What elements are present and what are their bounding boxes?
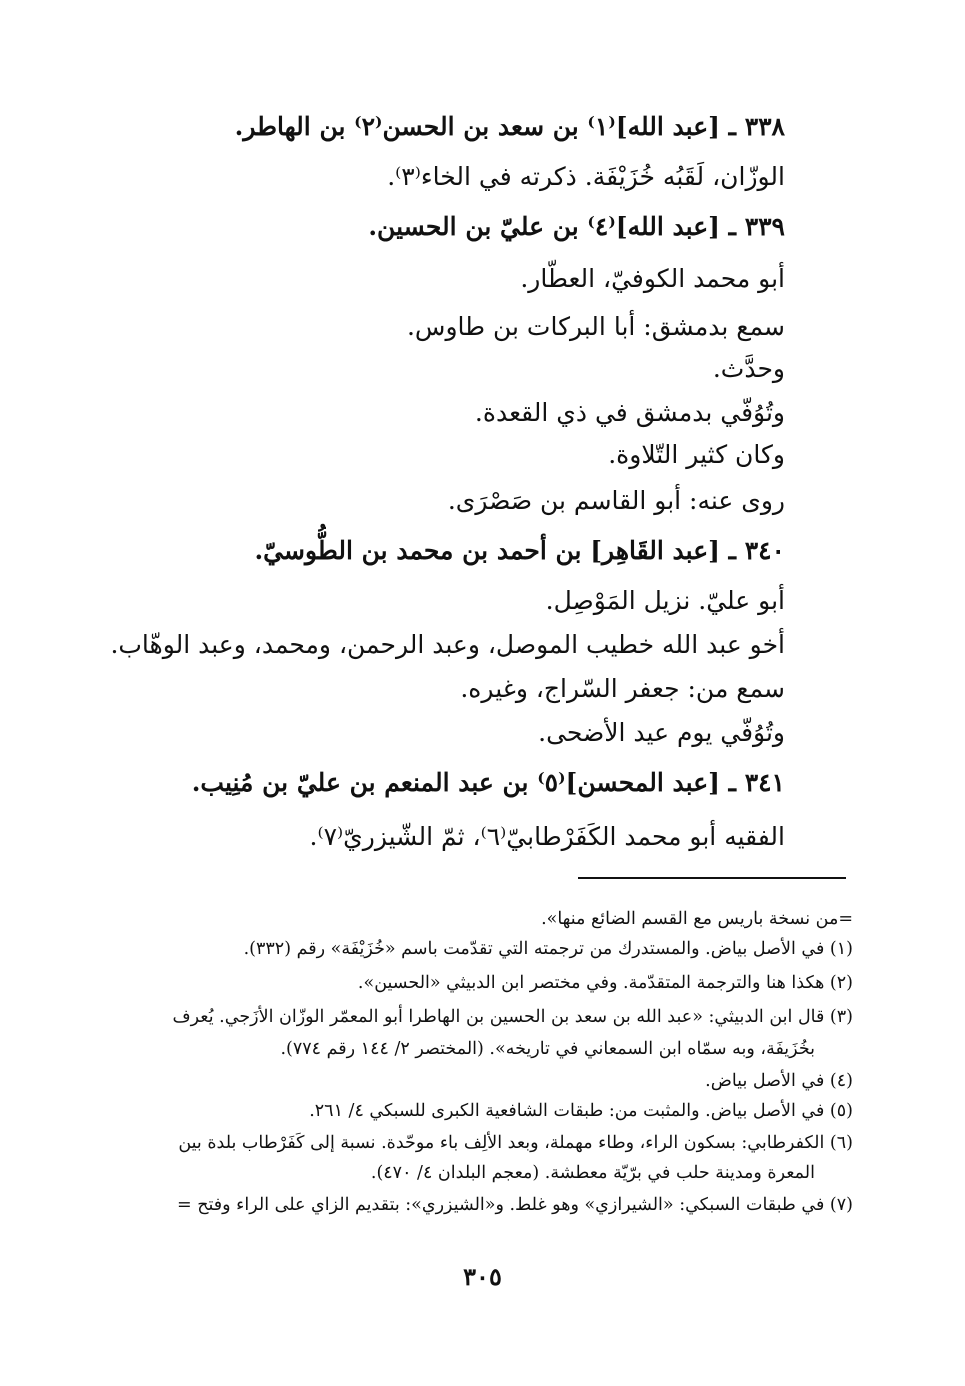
footnote-3-continued: بخُزَيفَة، وبه سمّاه ابن السمعاني في تاريخه». (المختصر ٢/ ١٤٤ رقم ٧٧٤). — [280, 1039, 815, 1059]
footnote-5: (٥) في الأصل بياض. والمثبت من: طبقات الشافعية الكبرى للسبكي ٤/ ٢٦١. — [309, 1101, 853, 1121]
footnote-3: (٣) قال ابن الدبيثي: «عبد الله بن سعد بن الحسين بن الهاطرا أبو المعمّر الوزّان الأزَجي. يُعرف — [172, 1007, 853, 1027]
footnote-continuation: =من نسخة باريس مع القسم الضائع منها». — [541, 909, 853, 929]
entry-339-line-6: روى عنه: أبو القاسم بن صَصْرَى. — [447, 486, 785, 515]
entry-339-line-5: وكان كثير التّلاوة. — [608, 440, 785, 469]
footnote-6-continued: المعرة ومدينة حلب في برّيّة معطشة. (معجم البلدان ٤/ ٤٧٠). — [370, 1163, 815, 1183]
page-number: ٣٠٥ — [463, 1262, 502, 1291]
entry-341-line-1: الفقيه أبو محمد الكَفَرْطابيّ⁽٦⁾، ثمّ الشّيزريّ⁽٧⁾. — [309, 822, 785, 851]
entry-340-line-4: وتُوُفّي يوم عيد الأضحى. — [538, 718, 785, 747]
footnote-1: (١) في الأصل بياض. والمستدرك من ترجمته التي تقدّمت باسم «خُزَيْفَة» رقم (٣٣٢). — [243, 939, 853, 959]
entry-339-line-2: سمع بدمشق: أبا البركات بن طاوس. — [406, 312, 785, 341]
footnote-2: (٢) هكذا هنا والترجمة المتقدّمة. وفي مختصر ابن الدبيثي «الحسين». — [357, 973, 853, 993]
entry-339-title: ٣٣٩ ـ [عبد الله]⁽٤⁾ بن عليّ بن الحسين. — [368, 212, 785, 241]
entry-339-line-3: وحدَّث. — [712, 354, 785, 383]
entry-340-title: ٣٤٠ ـ [عبد القَاهِر] بن أحمد بن محمد بن الطُّوسيّ. — [254, 536, 785, 565]
entry-340-line-1: أبو عليّ. نزيل المَوْصِل. — [545, 586, 785, 615]
entry-338-title: ٣٣٨ ـ [عبد الله]⁽١⁾ بن سعد بن الحسن⁽٢⁾ بن الهاطر. — [234, 112, 785, 141]
footnote-6: (٦) الكفرطابي: بسكون الراء، وطاء مهملة، وبعد الألِف باء موحّدة. نسبة إلى كَفَرْطاب بلدة بين — [178, 1133, 853, 1153]
entry-341-title: ٣٤١ ـ [عبد المحسن]⁽٥⁾ بن عبد المنعم بن عليّ بن مُنِيب. — [191, 768, 785, 797]
entry-340-line-3: سمع من: جعفر السّراج، وغيره. — [460, 674, 785, 703]
entry-338-line-1: الوزّان، لَقَبُه خُزَيْفَة. ذكرته في الخاء⁽٣⁾. — [387, 162, 785, 191]
entry-340-line-2: أخو عبد الله خطيب الموصل، وعبد الرحمن، ومحمد، وعبد الوهّاب. — [110, 630, 785, 659]
footnote-7: (٧) في طبقات السبكي: «الشيرازي» وهو غلط. و«الشيزري»: بتقديم الزاي على الراء وفتح = — [176, 1195, 853, 1215]
entry-339-line-4: وتُوُفّي بدمشق في ذي القعدة. — [474, 398, 785, 427]
footnote-4: (٤) في الأصل بياض. — [705, 1071, 853, 1091]
entry-339-line-1: أبو محمد الكوفيّ، العطّار. — [520, 264, 785, 293]
footnote-divider — [578, 877, 846, 879]
